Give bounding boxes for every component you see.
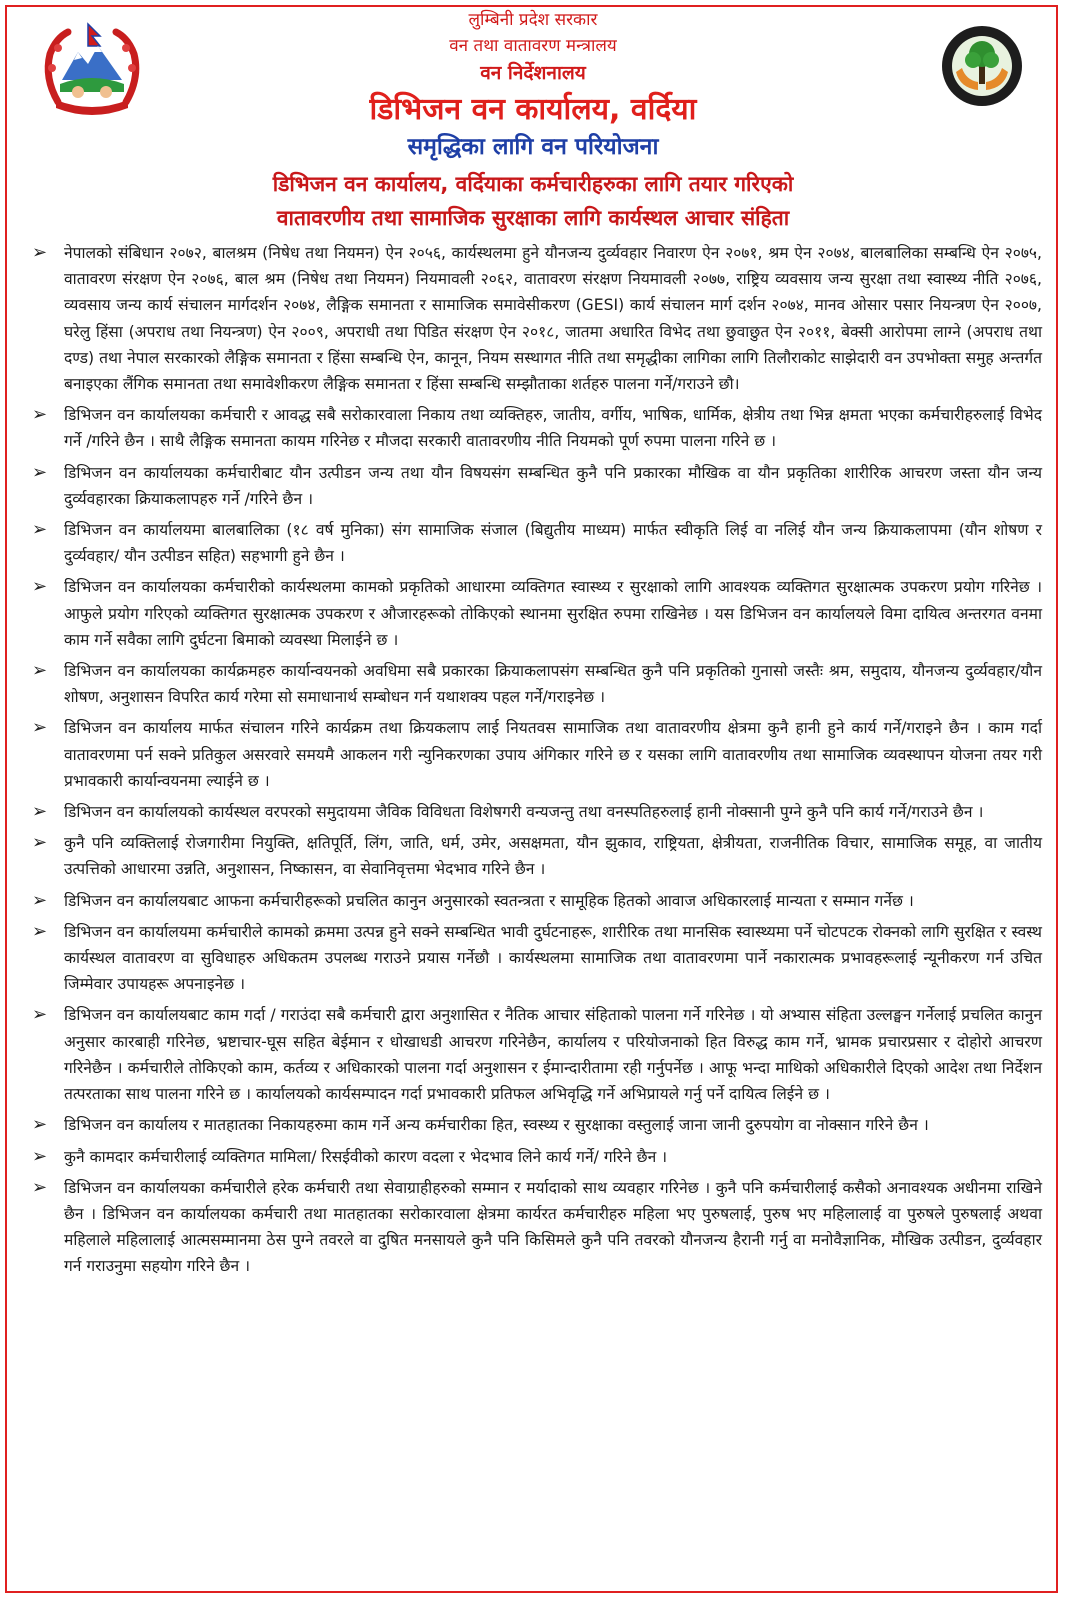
arrow-bullet-icon: ➢ <box>32 404 48 426</box>
arrow-bullet-icon: ➢ <box>32 519 48 541</box>
list-item <box>30 517 1042 569</box>
list-item <box>30 1112 1042 1138</box>
list-item <box>30 715 1042 794</box>
arrow-bullet-icon: ➢ <box>32 889 48 911</box>
arrow-bullet-icon: ➢ <box>32 242 48 263</box>
arrow-bullet-icon: ➢ <box>32 660 48 682</box>
list-item-text: डिभिजन वन कार्यालयमा बालबालिका (१८ वर्ष मुनिका) संग सामाजिक संजाल (बिद्युतीय माध्यम) मार्फत स्वीकृति लिई वा नलिई यौन जन्य क्रियाकलापमा (यौन शोषण र दुर्व्यवहार/ यौन उत्पीडन सहित) सहभागी हुने छैन । <box>64 521 1042 566</box>
list-item-text: डिभिजन वन कार्यालयका कर्मचारीको कार्यस्थलमा कामको प्रकृतिको आधारमा व्यक्तिगत स्वास्थ्य र सुरक्षाको लागि आवश्यक व्यक्तिगत सुरक्षात्मक उपकरण प्रयोग गरिनेछ । आफुले प्रयोग गरिएको व्यक्तिगत सुरक्षात्मक उपकरण र औजारहरूको तोकिएको स्थानमा सुरक्षित रुपमा राखिनेछ । यस डिभिजन वन कार्यालयले विमा दायित्व अन्तरगत वनमा काम गर्ने सवैका लागि दुर्घटना बिमाको व्यवस्था मिलाईने छ । <box>64 578 1042 649</box>
list-item <box>30 460 1042 512</box>
arrow-bullet-icon: ➢ <box>32 920 48 942</box>
list-item <box>30 240 1042 397</box>
list-item-text: नेपालको संबिधान २०७२, बालश्रम (निषेध तथा नियमन) ऐन २०५६, कार्यस्थलमा हुने यौनजन्य दुर्व्यवहार निवारण ऐन २०७१, श्रम ऐन २०७४, बालबालिका सम्बन्धि ऐन २०७५, वातावरण संरक्षण ऐन २०७६, बाल श्रम (निषेध तथा नियमन) नियमावली २०६२, वातावरण संरक्षण नियमावली २०७७, राष्ट्रिय व्यवसाय जन्य सुरक्षा तथा स्वास्थ्य नीति २०७६, व्यवसाय जन्य कार्य संचालन मार्गदर्शन २०७४, लैङ्गिक समानता र सामाजिक समावेसीकरण (GESI) कार्य संचालन मार्ग दर्शन २०७४, मानव ओसार पसार नियन्त्रण ऐन २००७, घरेलु हिंसा (अपराध तथा नियन्त्रण) ऐन २००९, अपराधी तथा पिडित संरक्षण ऐन २०१८, जातमा अधारित विभेद तथा छुवाछुत ऐन २०११, बेक्सी आरोपमा लाग्ने (अपराध तथा दण्ड) तथा नेपाल सरकारको लैङ्गिक समानता र हिंसा सम्बन्धि ऐन, कानून, नियम सस्थागत नीति तथा समृद्धीका लागिका लागि तिलौराकोट साझेदारी वन उपभोक्ता समुह अन्तर्गत बनाइएका लैंगिक समानता तथा समावेशीकरण लैङ्गिक समानता र हिंसा सम्बन्धि सम्झौताका शर्तहरु पालना गर्ने/गराउने छौ। <box>64 244 1042 394</box>
list-item <box>30 402 1042 454</box>
list-item <box>30 830 1042 882</box>
document-header <box>0 0 1066 240</box>
arrow-bullet-icon: ➢ <box>32 717 48 739</box>
arrow-bullet-icon: ➢ <box>32 576 48 598</box>
ministry-name: वन तथा वातावरण मन्त्रालय <box>449 36 617 56</box>
list-item <box>30 658 1042 710</box>
code-of-conduct-list <box>30 240 1042 1285</box>
list-item-text: डिभिजन वन कार्यालयबाट काम गर्दा / गराउंदा सबै कर्मचारी द्वारा अनुशासित र नैतिक आचार संहिताको पालना गर्ने गरिनेछ । यो अभ्यास संहिता उल्लङ्घन गर्नेलाई प्रचलित कानुन अनुसार कारबाही गरिनेछ, भ्रष्टाचार-घूस सहित बेईमान र धोखाधडी आचरण गरिनेछैन, कार्यालय र परियोजनाको हित विरुद्ध काम गर्ने, भ्रामक प्रचारप्रसार र दोहोरो आचरण गरिनेछैन । कर्मचारीले तोकिएको काम, कर्तव्य र अधिकारको पालना गर्दा अनुशासन र ईमान्दारीतामा रही गर्नुपर्नेछ । आफू भन्दा माथिको अधिकारीले दिएको आदेश तथा निर्देशन तत्परताका साथ पालना गरिने छ । कार्यालयको कार्यसम्पादन गर्दा प्रभावकारी प्रतिफल अभिवृद्धि गर्ने अभिप्रायले गर्नु पर्ने दायित्व लिईने छ । <box>64 1006 1042 1104</box>
list-item <box>30 1002 1042 1107</box>
document-title-line-1: डिभिजन वन कार्यालय, वर्दियाका कर्मचारीहरुका लागि तयार गरिएको <box>272 172 794 196</box>
arrow-bullet-icon: ➢ <box>32 461 48 483</box>
list-item-text: डिभिजन वन कार्यालयको कार्यस्थल वरपरको समुदायमा जैविक विविधता विशेषगरी वन्यजन्तु तथा वनस्पतिहरुलाई हानी नोक्सानी पुग्ने कुनै पनि कार्य गर्ने/गराउने छैन । <box>64 803 984 822</box>
list-item-text: कुनै पनि व्यक्तिलाई रोजगारीमा नियुक्ति, क्षतिपूर्ति, लिंग, जाति, धर्म, उमेर, असक्षमता, यौन झुकाव, राष्ट्रियता, क्षेत्रीयता, राजनीतिक विचार, सामाजिक समूह, वा जातीय उत्पत्तिको आधारमा उन्नति, अनुशासन, निष्कासन, वा सेवानिवृत्तमा भेदभाव गरिने छैन । <box>64 834 1042 879</box>
list-item <box>30 888 1042 914</box>
list-item-text: कुनै कामदार कर्मचारीलाई व्यक्तिगत मामिला/ रिसईवीको कारण वदला र भेदभाव लिने कार्य गर्ने/ गरिने छैन । <box>64 1147 668 1166</box>
directorate-name: वन निर्देशनालय <box>480 62 586 84</box>
list-item-text: डिभिजन वन कार्यालयबाट आफना कर्मचारीहरूको प्रचलित कानुन अनुसारको स्वतन्त्रता र सामूहिक हितको आवाज अधिकारलाई मान्यता र सम्मान गर्नेछ । <box>64 891 914 910</box>
list-item-text: डिभिजन वन कार्यालय मार्फत संचालन गरिने कार्यक्रम तथा क्रियकलाप लाई नियतवस सामाजिक तथा वातावरणीय क्षेत्रमा कुनै हानी हुने कार्य गर्ने/गराइने छैन । काम गर्दा वातावरणमा पर्न सक्ने प्रतिकुल असरवारे समयमै आकलन गरी न्युनिकरणका उपाय अंगिकार गरिने छ र यसका लागि वातावरणीय तथा सामाजिक व्यवस्थापन योजना तयर गरी प्रभावकारी कार्यान्वयनमा ल्याईने छ । <box>64 719 1042 790</box>
document-title-line-2: वातावरणीय तथा सामाजिक सुरक्षाका लागि कार्यस्थल आचार संहिता <box>276 206 790 230</box>
list-item-text: डिभिजन वन कार्यालयका कर्मचारी र आवद्ध सबै सरोकारवाला निकाय तथा व्यक्तिहरु, जातीय, वर्गीय, भाषिक, धार्मिक, क्षेत्रीय तथा भिन्न क्षमता भएका कर्मचारीहरुलाई विभेद गर्ने /गरिने छैन । साथै लैङ्गिक समानता कायम गरिनेछ र मौजदा सरकारी वातावरणीय नीति नियमको पूर्ण रुपमा पालना गरिने छ । <box>64 406 1042 451</box>
list-item <box>30 574 1042 653</box>
project-name: समृद्धिका लागि वन परियोजना <box>407 134 659 160</box>
list-item-text: डिभिजन वन कार्यालय र मातहातका निकायहरुमा काम गर्ने अन्य कर्मचारीका हित, स्वस्थ्य र सुरक्षाका वस्तुलाई जाना जानी दुरुपयोग वा नोक्सान गरिने छैन । <box>64 1116 929 1135</box>
list-item <box>30 919 1042 998</box>
arrow-bullet-icon: ➢ <box>32 1004 48 1026</box>
list-item <box>30 1175 1042 1280</box>
arrow-bullet-icon: ➢ <box>32 1145 48 1167</box>
province-government: लुम्बिनी प्रदेश सरकार <box>468 10 598 30</box>
arrow-bullet-icon: ➢ <box>32 801 48 823</box>
list-item-text: डिभिजन वन कार्यालयमा कर्मचारीले कामको क्रममा उत्पन्न हुने सक्ने सम्बन्धित भावी दुर्घटनाहरू, शारीरिक तथा मानसिक स्वास्थ्यमा पर्ने चोटपटक रोक्नको लागि सुरक्षित र स्वस्थ कार्यस्थल वातावरण वा सुविधाहरु अधिकतम उपलब्ध गराउने प्रयास गर्नेछौ । कार्यस्थलमा सामाजिक तथा वातावरणमा पार्ने नकारात्मक प्रभावहरूलाई न्यूनीकरण गर्न उचित जिम्मेवार उपायहरू अपनाइनेछ । <box>64 922 1042 994</box>
office-name: डिभिजन वन कार्यालय, वर्दिया <box>369 92 697 127</box>
arrow-bullet-icon: ➢ <box>32 832 48 854</box>
arrow-bullet-icon: ➢ <box>32 1114 48 1136</box>
list-item-text: डिभिजन वन कार्यालयका कर्मचारीबाट यौन उत्पीडन जन्य तथा यौन विषयसंग सम्बन्धित कुनै पनि प्रकारका मौखिक वा यौन प्रकृतिका शारीरिक आचरण जस्ता यौन जन्य दुर्व्यवहारका क्रियाकलापहरु गर्ने /गरिने छैन । <box>64 463 1042 508</box>
list-item <box>30 799 1042 825</box>
arrow-bullet-icon: ➢ <box>32 1176 48 1198</box>
list-item-text: डिभिजन वन कार्यालयका कार्यक्रमहरु कार्यान्वयनको अवधिमा सबै प्रकारका क्रियाकलापसंग सम्बन्धित कुनै पनि प्रकृतिको गुनासो जस्तैः श्रम, समुदाय, यौनजन्य दुर्व्यवहार/यौन शोषण, अनुशासन विपरित कार्य गरेमा सो समाधानार्थ सम्बोधन गर्न यथाशक्य पहल गर्ने/गराइनेछ । <box>64 662 1042 707</box>
list-item <box>30 1144 1042 1170</box>
list-item-text: डिभिजन वन कार्यालयका कर्मचारीले हरेक कर्मचारी तथा सेवाग्राहीहरुको सम्मान र मर्यादाको साथ व्यवहार गरिनेछ । कुनै पनि कर्मचारीलाई कसैको अनावश्यक अधीनमा राखिने छैन । डिभिजन वन कार्यालयका कर्मचारी तथा मातहातका सरोकारवाला क्षेत्रमा कार्यरत कर्मचारीहरु महिला भए पुरुषलाई, पुरुष भए महिलालाई वा पुरुषले पुरुषलाई अथवा महिलाले महिलालाई आत्मसम्मानमा ठेस पुग्ने तवरले वा दुषित मनसायले कुनै पनि किसिमले कुनै पनि तवरको यौनजन्य हैरानी गर्नु वा मनोवैज्ञानिक, मौखिक उत्पीडन, दुर्व्यवहार गर्न गराउनुमा सहयोग गरिने छैन । <box>64 1178 1042 1276</box>
